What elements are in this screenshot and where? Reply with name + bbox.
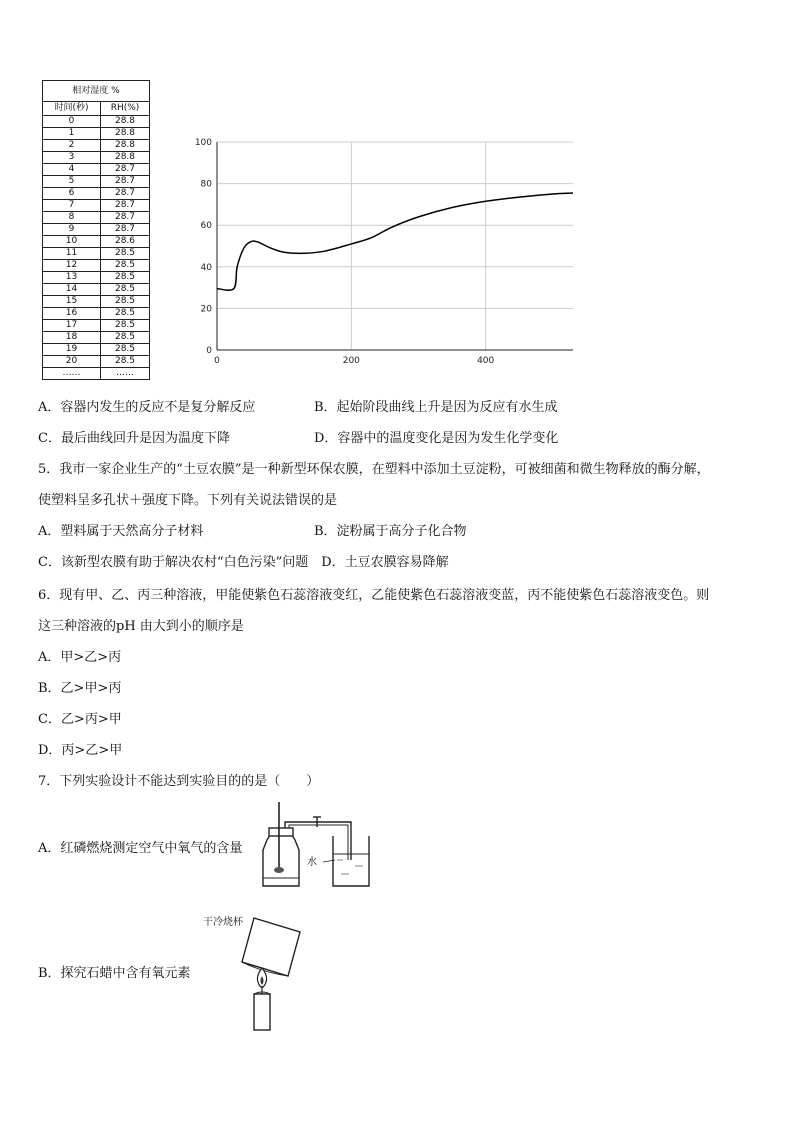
- rh-table-time-cell: 5: [43, 176, 101, 188]
- y-tick-label: 40: [200, 262, 212, 273]
- y-tick-label: 0: [206, 346, 212, 356]
- q5-option-a: A．塑料属于天然高分子材料: [38, 524, 204, 539]
- candle-beaker-figure: [232, 910, 312, 1035]
- q4-option-d: D．容器中的温度变化是因为发生化学变化: [314, 431, 559, 446]
- rh-table-row: [43, 356, 150, 368]
- cold-beaker-label: 干冷烧杯: [203, 917, 243, 928]
- rh-table-row: [43, 188, 150, 200]
- q6-option-c: C．乙>丙>甲: [38, 712, 122, 727]
- rh-table-title: 相对湿度 %: [43, 81, 150, 102]
- rh-table-rh-cell: 28.7: [100, 164, 149, 176]
- rh-table-rh-cell: 28.5: [100, 284, 149, 296]
- rh-table-rh-cell: 28.7: [100, 212, 149, 224]
- q7-option-a: A．红磷燃烧测定空气中氧气的含量: [38, 841, 243, 856]
- rh-table-rh-cell: 28.5: [100, 272, 149, 284]
- y-tick-label: 80: [200, 179, 212, 190]
- rh-table-row: [43, 200, 150, 212]
- rh-table-row: [43, 320, 150, 332]
- rh-table-time-cell: 1: [43, 128, 101, 140]
- rh-table-time-cell: 17: [43, 320, 101, 332]
- rh-table-row: [43, 224, 150, 236]
- rh-series-line: [217, 193, 573, 290]
- y-tick-label: 100: [194, 138, 212, 148]
- rh-table-row: [43, 272, 150, 284]
- q6-stem-line2: 这三种溶液的pH 由大到小的顺序是: [38, 619, 244, 634]
- rh-table-row: [43, 308, 150, 320]
- rh-table-row: [43, 128, 150, 140]
- rh-table-rh-cell: 28.5: [100, 320, 149, 332]
- y-tick-label: 20: [200, 304, 212, 315]
- x-tick-label: 200: [342, 356, 360, 366]
- rh-table-row: [43, 344, 150, 356]
- rh-table-rh-cell: 28.7: [100, 200, 149, 212]
- rh-table-time-cell: 6: [43, 188, 101, 200]
- water-label: 水: [307, 857, 317, 868]
- rh-line-chart: [194, 132, 585, 366]
- rh-table-time-cell: 7: [43, 200, 101, 212]
- rh-table-rh-cell: 28.5: [100, 356, 149, 368]
- rh-table-rh-cell: 28.8: [100, 140, 149, 152]
- rh-table-rh-cell: ……: [100, 368, 149, 380]
- q7-option-b: B．探究石蜡中含有氧元素: [38, 966, 191, 981]
- rh-table-time-cell: 12: [43, 260, 101, 272]
- rh-table-row: [43, 152, 150, 164]
- rh-table-row: [43, 212, 150, 224]
- rh-table-time-cell: 4: [43, 164, 101, 176]
- q5-option-cd: C．该新型农膜有助于解决农村“白色污染”问题 D．土豆农膜容易降解: [38, 555, 449, 570]
- rh-table-row: [43, 140, 150, 152]
- rh-table-rh-cell: 28.5: [100, 296, 149, 308]
- q4-option-a: A．容器内发生的反应不是复分解反应: [38, 400, 256, 415]
- rh-table-rh-cell: 28.5: [100, 260, 149, 272]
- rh-table-time-cell: 15: [43, 296, 101, 308]
- rh-table-rh-cell: 28.8: [100, 116, 149, 128]
- rh-table-rh-cell: 28.5: [100, 248, 149, 260]
- rh-table-col-time: 时间(秒): [43, 102, 101, 116]
- q4-option-b: B．起始阶段曲线上升是因为反应有水生成: [314, 400, 558, 415]
- rh-table-time-cell: 13: [43, 272, 101, 284]
- q5-option-b: B．淀粉属于高分子化合物: [314, 524, 467, 539]
- rh-table-row: [43, 236, 150, 248]
- rh-table-rh-cell: 28.7: [100, 176, 149, 188]
- rh-table-time-cell: 20: [43, 356, 101, 368]
- rh-table-row: [43, 284, 150, 296]
- y-tick-label: 60: [200, 221, 212, 232]
- rh-table-rh-cell: 28.5: [100, 344, 149, 356]
- q5-stem-line1: 5．我市一家企业生产的“土豆农膜”是一种新型环保农膜，在塑料中添加土豆淀粉，可被细菌和微生物释放的酶分解，: [38, 462, 710, 477]
- x-tick-label: 0: [214, 356, 220, 366]
- rh-table-rh-cell: 28.8: [100, 128, 149, 140]
- rh-table-row: [43, 368, 150, 380]
- rh-table-row: [43, 176, 150, 188]
- rh-table-row: [43, 296, 150, 308]
- rh-table-time-cell: 9: [43, 224, 101, 236]
- rh-table-time-cell: 18: [43, 332, 101, 344]
- rh-table-row: [43, 164, 150, 176]
- rh-table-row: [43, 332, 150, 344]
- rh-table-body: [43, 116, 150, 380]
- rh-table-time-cell: 19: [43, 344, 101, 356]
- x-tick-label: 400: [477, 356, 495, 366]
- rh-table-time-cell: 10: [43, 236, 101, 248]
- rh-table-rh-cell: 28.5: [100, 308, 149, 320]
- q5-stem-line2: 使塑料呈多孔状＋强度下降。下列有关说法错误的是: [38, 493, 338, 508]
- rh-table-time-cell: 0: [43, 116, 101, 128]
- phosphorus-apparatus-figure: [255, 800, 375, 892]
- q6-option-b: B．乙>甲>丙: [38, 681, 122, 696]
- q6-option-d: D．丙>乙>甲: [38, 743, 123, 758]
- rh-table-row: [43, 260, 150, 272]
- q7-stem: 7．下列实验设计不能达到实验目的的是（ ）: [38, 774, 320, 789]
- rh-table-rh-cell: 28.6: [100, 236, 149, 248]
- rh-table-time-cell: 3: [43, 152, 101, 164]
- rh-table-time-cell: 11: [43, 248, 101, 260]
- rh-table-time-cell: 8: [43, 212, 101, 224]
- rh-table: [42, 80, 150, 380]
- rh-table-row: [43, 248, 150, 260]
- rh-table-rh-cell: 28.8: [100, 152, 149, 164]
- rh-table-time-cell: 16: [43, 308, 101, 320]
- q6-option-a: A．甲>乙>丙: [38, 650, 122, 665]
- rh-table-rh-cell: 28.5: [100, 332, 149, 344]
- rh-table-rh-cell: 28.7: [100, 188, 149, 200]
- rh-table-row: [43, 116, 150, 128]
- q4-option-c: C．最后曲线回升是因为温度下降: [38, 431, 230, 446]
- rh-table-time-cell: 14: [43, 284, 101, 296]
- rh-table-time-cell: ……: [43, 368, 101, 380]
- q6-stem-line1: 6．现有甲、乙、丙三种溶液，甲能使紫色石蕊溶液变红，乙能使紫色石蕊溶液变蓝，丙不能使紫色石蕊溶液变色。则: [38, 588, 710, 603]
- rh-table-time-cell: 2: [43, 140, 101, 152]
- rh-table-rh-cell: 28.7: [100, 224, 149, 236]
- rh-table-col-rh: RH(%): [100, 102, 149, 116]
